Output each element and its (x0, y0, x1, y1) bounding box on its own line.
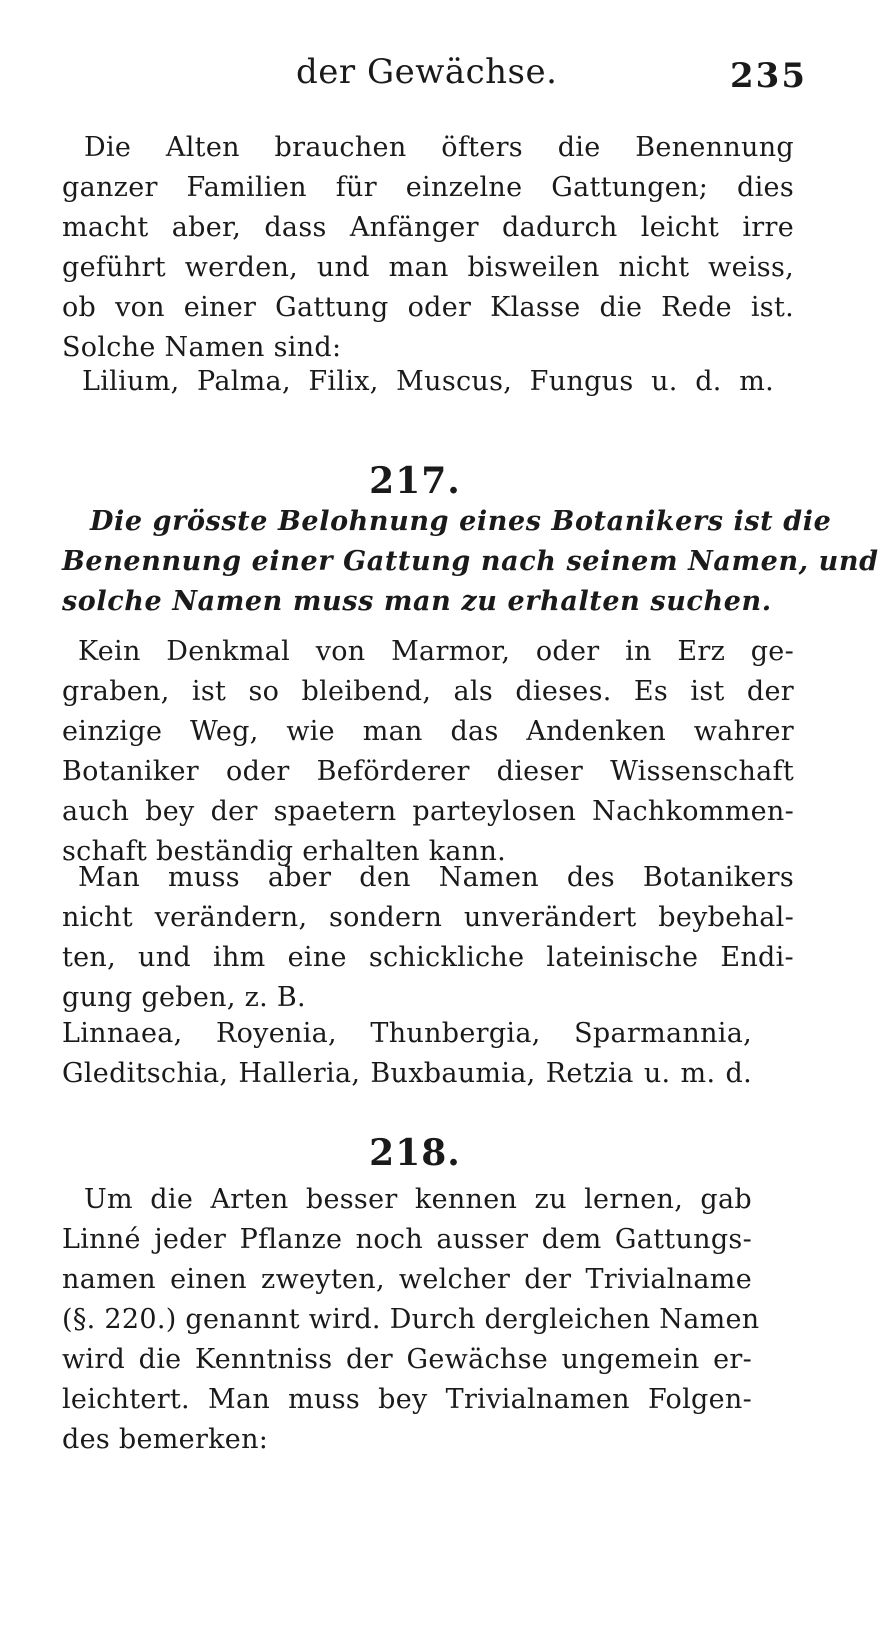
text-line: wird die Kenntniss der Gewächse ungemein er- (62, 1344, 752, 1375)
text-line: des bemerken: (62, 1424, 269, 1455)
text-line: Um die Arten besser kennen zu lernen, gab (84, 1184, 752, 1215)
examples-217 (62, 1014, 752, 1094)
text-line: Kein Denkmal von Marmor, oder in Erz ge- (78, 636, 794, 667)
text-line: gung geben, z. B. (62, 982, 306, 1013)
section-number-217: 217. (369, 460, 461, 502)
running-title: der Gewächse. (296, 52, 558, 92)
text-line: Die grösste Belohnung eines Botanikers ist die (90, 506, 832, 537)
paragraph-217-b (62, 858, 794, 1018)
page-number: 235 (730, 56, 807, 96)
paragraph-217-a (62, 632, 794, 872)
text-line: schaft beständig erhalten kann. (62, 836, 507, 867)
text-line: Lilium, Palma, Filix, Muscus, Fungus u. d. m. (82, 366, 774, 397)
text-line: nicht verändern, sondern unverändert beybehal- (62, 902, 794, 933)
intro-paragraph (62, 128, 794, 368)
text-line: Die Alten brauchen öfters die Benennung (84, 132, 794, 163)
text-line: einzige Weg, wie man das Andenken wahrer (62, 716, 794, 747)
text-line: ganzer Familien für einzelne Gattungen; dies (62, 172, 794, 203)
text-line: macht aber, dass Anfänger dadurch leicht irre (62, 212, 794, 243)
section-number-218: 218. (369, 1132, 461, 1174)
rule-217 (62, 502, 879, 622)
text-line: graben, ist so bleibend, als dieses. Es ist der (62, 676, 794, 707)
text-line: Gleditschia, Halleria, Buxbaumia, Retzia u. m. d. (62, 1058, 752, 1089)
page-header (0, 52, 830, 112)
text-line: auch bey der spaetern parteylosen Nachkommen- (62, 796, 794, 827)
text-line: ob von einer Gattung oder Klasse die Rede ist. (62, 292, 794, 323)
text-line: ten, und ihm eine schickliche lateinische Endi- (62, 942, 794, 973)
text-line: Botaniker oder Beförderer dieser Wissenschaft (62, 756, 794, 787)
text-line: Solche Namen sind: (62, 332, 342, 363)
text-line: namen einen zweyten, welcher der Trivialname (62, 1264, 752, 1295)
text-line: leichtert. Man muss bey Trivialnamen Folgen- (62, 1384, 752, 1415)
text-line: (§. 220.) genannt wird. Durch dergleichen Namen (62, 1304, 760, 1335)
text-line: Linné jeder Pflanze noch ausser dem Gattungs- (62, 1224, 752, 1255)
paragraph-218 (62, 1180, 760, 1460)
text-line: Man muss aber den Namen des Botanikers (78, 862, 794, 893)
text-line: Linnaea, Royenia, Thunbergia, Sparmannia, (62, 1018, 752, 1049)
text-line: solche Namen muss man zu erhalten suchen. (62, 586, 772, 617)
text-line: Benennung einer Gattung nach seinem Namen, und (62, 546, 879, 577)
text-line: geführt werden, und man bisweilen nicht weiss, (62, 252, 794, 283)
examples-line (82, 362, 774, 402)
